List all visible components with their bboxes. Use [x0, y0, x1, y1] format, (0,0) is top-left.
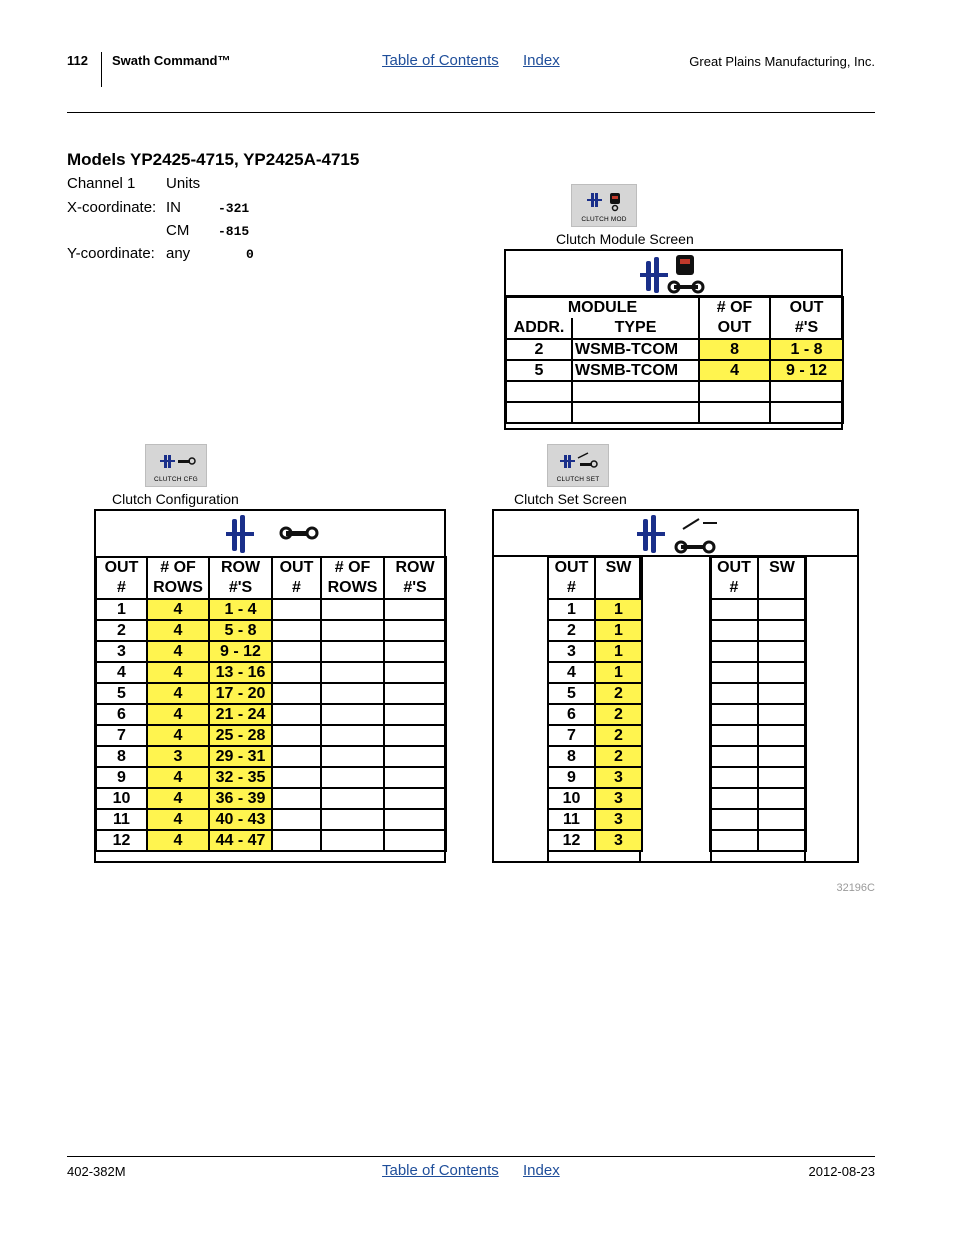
table-cell: 5 [548, 683, 595, 704]
table-cell [710, 641, 758, 662]
table-cell [272, 641, 321, 662]
clutch-mod-button-label: CLUTCH MOD [581, 216, 627, 223]
table-cell: 2 [595, 746, 642, 767]
column-header: OUT [548, 557, 595, 578]
config-rows [96, 599, 446, 851]
table-row [548, 641, 642, 662]
x-coordinate-label: X-coordinate: [67, 199, 157, 216]
column-header: ROW [209, 557, 272, 578]
table-cell [272, 767, 321, 788]
table-row [96, 767, 446, 788]
column-header: ROWS [321, 578, 384, 599]
table-cell [272, 620, 321, 641]
column-header: #'S [209, 578, 272, 599]
table-cell: 4 [147, 620, 209, 641]
y-value: 0 [246, 247, 254, 262]
column-header: # OF [321, 557, 384, 578]
table-cell [272, 746, 321, 767]
table-cell: 3 [147, 746, 209, 767]
y-unit: any [166, 245, 191, 262]
table-row [548, 725, 642, 746]
table-cell: 9 [548, 767, 595, 788]
table-row [506, 360, 843, 381]
table-cell: 2 [548, 620, 595, 641]
table-cell: 13 - 16 [209, 662, 272, 683]
table-cell [699, 402, 770, 423]
table-cell [321, 599, 384, 620]
clutch-wrench-icon [638, 253, 708, 299]
column-header: OUT [96, 557, 147, 578]
table-cell [506, 402, 572, 423]
table-row [710, 725, 806, 746]
table-cell: 32 - 35 [209, 767, 272, 788]
x-cm-value: -815 [218, 224, 250, 239]
table-cell: 11 [548, 809, 595, 830]
set-table-left [547, 556, 643, 852]
column-header: ROW [384, 557, 446, 578]
table-cell [710, 704, 758, 725]
table-row [96, 746, 446, 767]
table-cell: 7 [96, 725, 147, 746]
table-cell: 4 [96, 662, 147, 683]
table-row [548, 809, 642, 830]
column-header: #'S [384, 578, 446, 599]
table-cell [384, 662, 446, 683]
set-rows-empty [710, 599, 806, 851]
column-header: # [710, 578, 758, 599]
config-table [95, 556, 447, 852]
table-cell [758, 704, 806, 725]
table-cell [758, 746, 806, 767]
table-cell: 21 - 24 [209, 704, 272, 725]
table-cell [272, 599, 321, 620]
column-header: # [272, 578, 321, 599]
clutch-switch-wrench-icon [637, 513, 727, 557]
y-coordinate-label: Y-coordinate: [67, 245, 155, 262]
table-cell [572, 402, 699, 423]
table-row [710, 704, 806, 725]
table-cell [699, 381, 770, 402]
table-cell: 36 - 39 [209, 788, 272, 809]
clutch-set-button-label: CLUTCH SET [556, 476, 600, 483]
table-cell [758, 599, 806, 620]
table-cell [710, 683, 758, 704]
column-header: OUT [710, 557, 758, 578]
table-cell [384, 809, 446, 830]
table-row [710, 767, 806, 788]
table-cell: 2 [595, 683, 642, 704]
table-row [96, 809, 446, 830]
table-cell: 5 - 8 [209, 620, 272, 641]
table-cell [506, 381, 572, 402]
table-cell: 1 [96, 599, 147, 620]
table-cell [272, 788, 321, 809]
table-cell [758, 641, 806, 662]
clutch-mod-button[interactable] [571, 184, 637, 227]
table-row [96, 788, 446, 809]
table-row [548, 788, 642, 809]
table-cell [758, 725, 806, 746]
config-screen-caption: Clutch Configuration [112, 491, 239, 507]
column-header: SW [595, 557, 642, 578]
clutch-cfg-button[interactable] [145, 444, 207, 487]
table-cell: 12 [96, 830, 147, 851]
column-header: # OF [147, 557, 209, 578]
table-row [548, 830, 642, 851]
table-cell: 1 [595, 599, 642, 620]
set-table-right [709, 556, 807, 852]
table-row [548, 704, 642, 725]
table-cell: 9 [96, 767, 147, 788]
table-cell [710, 746, 758, 767]
table-cell [321, 620, 384, 641]
table-cell: 4 [147, 704, 209, 725]
table-cell [272, 704, 321, 725]
table-row [96, 662, 446, 683]
table-cell: 4 [147, 683, 209, 704]
x-in-unit: IN [166, 199, 181, 216]
table-cell [770, 402, 843, 423]
table-row [548, 746, 642, 767]
table-cell [758, 662, 806, 683]
column-header: # [548, 578, 595, 599]
footer-date: 2012-08-23 [808, 1164, 875, 1179]
table-cell [572, 381, 699, 402]
column-header: TYPE [572, 318, 699, 339]
table-cell: 4 [147, 641, 209, 662]
table-cell: 10 [548, 788, 595, 809]
table-row [96, 683, 446, 704]
table-row [710, 830, 806, 851]
table-cell: 1 - 8 [770, 339, 843, 360]
table-cell [710, 620, 758, 641]
table-cell: 40 - 43 [209, 809, 272, 830]
table-cell [710, 767, 758, 788]
table-cell [272, 662, 321, 683]
table-cell: 1 - 4 [209, 599, 272, 620]
column-header: OUT [699, 318, 770, 339]
toc-link[interactable]: Table of Contents [382, 52, 499, 69]
table-cell: 6 [548, 704, 595, 725]
table-cell: 4 [147, 599, 209, 620]
footer-index-link[interactable]: Index [523, 1162, 560, 1179]
table-row [710, 746, 806, 767]
table-cell: 4 [147, 767, 209, 788]
figure-number: 32196C [836, 882, 875, 894]
clutch-set-button[interactable] [547, 444, 609, 487]
header-rule [67, 112, 875, 113]
table-cell [758, 809, 806, 830]
table-row [710, 662, 806, 683]
table-cell: 5 [506, 360, 572, 381]
table-cell [758, 683, 806, 704]
table-cell [321, 788, 384, 809]
table-cell [321, 725, 384, 746]
table-cell: WSMB-TCOM [572, 360, 699, 381]
table-cell: 8 [548, 746, 595, 767]
table-cell: 3 [595, 788, 642, 809]
table-cell: 1 [595, 641, 642, 662]
table-cell [710, 809, 758, 830]
channel-label: Channel 1 [67, 175, 136, 192]
table-row [96, 725, 446, 746]
table-cell [272, 725, 321, 746]
table-row [506, 339, 843, 360]
table-cell [321, 704, 384, 725]
table-cell [758, 788, 806, 809]
page-number: 112 [67, 53, 88, 68]
table-cell [758, 620, 806, 641]
clutch-wrench-icon [224, 513, 324, 557]
table-cell [272, 830, 321, 851]
table-cell: 10 [96, 788, 147, 809]
table-row [548, 683, 642, 704]
table-row [710, 641, 806, 662]
module-table [505, 296, 844, 424]
table-cell: 3 [595, 830, 642, 851]
table-cell [384, 704, 446, 725]
page-heading: Models YP2425-4715, YP2425A-4715 [67, 150, 360, 169]
index-link[interactable]: Index [523, 52, 560, 69]
table-cell: 1 [595, 620, 642, 641]
table-row [710, 620, 806, 641]
x-in-value: -321 [218, 201, 250, 216]
clutch-set-icon [548, 447, 610, 477]
table-cell: 1 [548, 599, 595, 620]
table-cell [272, 809, 321, 830]
table-cell: 7 [548, 725, 595, 746]
column-header: ADDR. [506, 318, 572, 339]
table-cell: 4 [147, 725, 209, 746]
table-cell: 6 [96, 704, 147, 725]
table-cell [384, 620, 446, 641]
table-cell: 2 [595, 725, 642, 746]
section-title: Swath Command™ [112, 53, 231, 68]
table-cell: 2 [595, 704, 642, 725]
table-cell [770, 381, 843, 402]
table-cell [321, 809, 384, 830]
table-cell [384, 725, 446, 746]
table-cell [272, 683, 321, 704]
table-cell: 4 [699, 360, 770, 381]
table-cell: 9 - 12 [209, 641, 272, 662]
table-row [548, 767, 642, 788]
units-label: Units [166, 175, 201, 192]
column-header: # OF [699, 297, 770, 318]
table-row [96, 599, 446, 620]
table-cell: WSMB-TCOM [572, 339, 699, 360]
footer-toc-link[interactable]: Table of Contents [382, 1162, 499, 1179]
table-cell: 29 - 31 [209, 746, 272, 767]
table-cell: 12 [548, 830, 595, 851]
clutch-mod-icon [572, 187, 638, 217]
table-row [548, 662, 642, 683]
table-cell: 44 - 47 [209, 830, 272, 851]
table-cell: 4 [147, 830, 209, 851]
module-screen-caption: Clutch Module Screen [556, 231, 694, 247]
table-cell: 11 [96, 809, 147, 830]
column-header: OUT [770, 297, 843, 318]
table-cell [758, 767, 806, 788]
clutch-cfg-icon [146, 447, 208, 477]
table-row [96, 830, 446, 851]
set-rows [548, 599, 642, 851]
table-cell: 3 [595, 809, 642, 830]
table-cell: 2 [506, 339, 572, 360]
table-cell: 8 [96, 746, 147, 767]
table-cell: 1 [595, 662, 642, 683]
table-cell: 3 [548, 641, 595, 662]
table-cell: 17 - 20 [209, 683, 272, 704]
table-cell: 25 - 28 [209, 725, 272, 746]
table-cell [321, 767, 384, 788]
table-cell [710, 662, 758, 683]
table-row [710, 788, 806, 809]
table-cell: 4 [147, 788, 209, 809]
table-cell: 5 [96, 683, 147, 704]
table-cell [710, 725, 758, 746]
company-name: Great Plains Manufacturing, Inc. [689, 54, 875, 69]
table-cell [384, 641, 446, 662]
table-cell [321, 683, 384, 704]
table-cell: 4 [548, 662, 595, 683]
table-row [506, 402, 843, 423]
column-header: OUT [272, 557, 321, 578]
table-row [96, 641, 446, 662]
table-row [710, 683, 806, 704]
x-cm-unit: CM [166, 222, 190, 239]
table-cell: 8 [699, 339, 770, 360]
table-cell [384, 767, 446, 788]
table-cell [384, 599, 446, 620]
table-row [548, 599, 642, 620]
column-header: ROWS [147, 578, 209, 599]
table-cell [321, 662, 384, 683]
table-row [710, 809, 806, 830]
clutch-cfg-button-label: CLUTCH CFG [154, 476, 198, 483]
table-row [548, 620, 642, 641]
table-cell [758, 830, 806, 851]
set-screen-caption: Clutch Set Screen [514, 491, 627, 507]
column-header: SW [758, 557, 806, 578]
table-cell [710, 830, 758, 851]
column-header: MODULE [506, 297, 699, 318]
table-cell [321, 641, 384, 662]
table-row [96, 704, 446, 725]
table-cell [384, 683, 446, 704]
table-cell [384, 830, 446, 851]
table-cell [384, 746, 446, 767]
doc-number: 402-382M [67, 1164, 126, 1179]
table-cell [321, 746, 384, 767]
table-cell [321, 830, 384, 851]
table-cell: 3 [595, 767, 642, 788]
table-cell [384, 788, 446, 809]
header-divider [101, 52, 102, 87]
table-row [710, 599, 806, 620]
table-row [96, 620, 446, 641]
table-cell: 2 [96, 620, 147, 641]
table-cell: 4 [147, 809, 209, 830]
column-header: #'S [770, 318, 843, 339]
table-cell: 3 [96, 641, 147, 662]
footer-rule [67, 1156, 875, 1157]
table-cell [710, 788, 758, 809]
column-header: # [96, 578, 147, 599]
table-cell [710, 599, 758, 620]
table-cell: 4 [147, 662, 209, 683]
table-cell: 9 - 12 [770, 360, 843, 381]
table-row [506, 381, 843, 402]
